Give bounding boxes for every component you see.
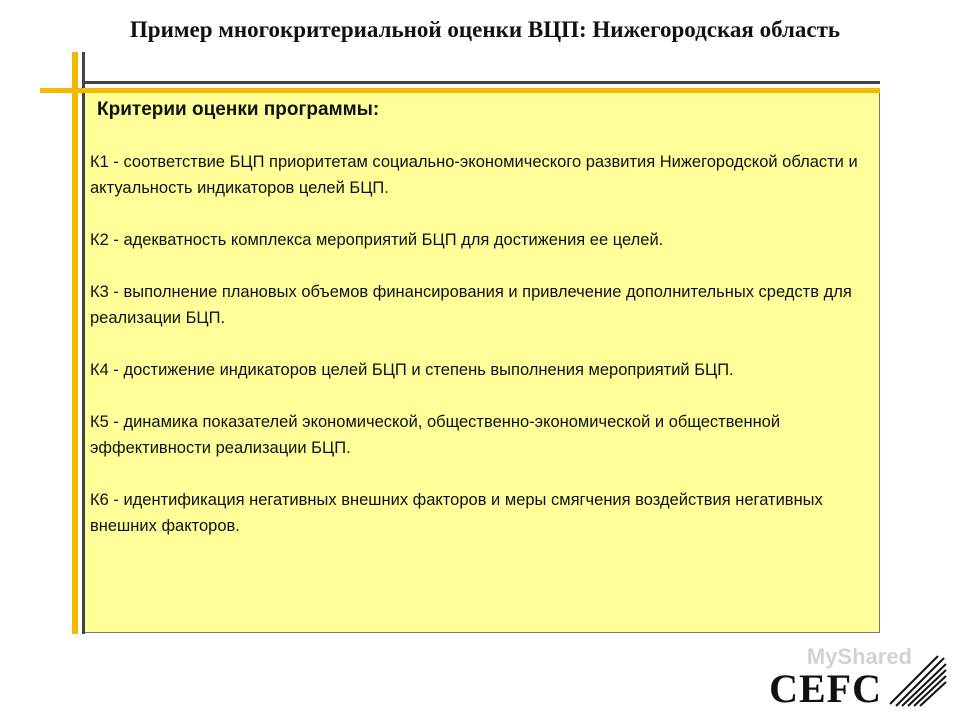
watermark-text: MyShared [806, 644, 912, 669]
criterion-k6: К6 - идентификация негативных внешних факторов и меры смягчения воздействия негативных внешних факторов. [90, 491, 823, 535]
criteria-panel [85, 93, 880, 633]
criterion-k4: К4 - достижение индикаторов целей БЦП и степень выполнения мероприятий БЦП. [90, 361, 734, 379]
slide-title: Пример многокритериальной оценки ВЦП: Нижегородская область [129, 17, 841, 42]
cefc-logo [769, 642, 952, 712]
logo-text: CEFC [769, 666, 882, 711]
criterion-k2: К2 - адекватность комплекса мероприятий БЦП для достижения ее целей. [90, 231, 664, 249]
criterion-k5: К5 - динамика показателей экономической, общественно-экономической и общественной эффективности реализации БЦП. [90, 413, 781, 457]
decorative-horizontal-bar-dark [85, 81, 880, 84]
criterion-k1: К1 - соответствие БЦП приоритетам социально-экономического развития Нижегородской области и актуальность индикаторов целей БЦП. [90, 153, 858, 197]
decorative-vertical-bar-yellow [72, 52, 78, 634]
criteria-list [90, 149, 870, 565]
logo-diagonal-lines-icon [886, 652, 948, 708]
criterion-k3: К3 - выполнение плановых объемов финансирования и привлечение дополнительных средств для реализации БЦП. [90, 283, 852, 327]
panel-heading: Критерии оценки программы: [97, 99, 380, 120]
